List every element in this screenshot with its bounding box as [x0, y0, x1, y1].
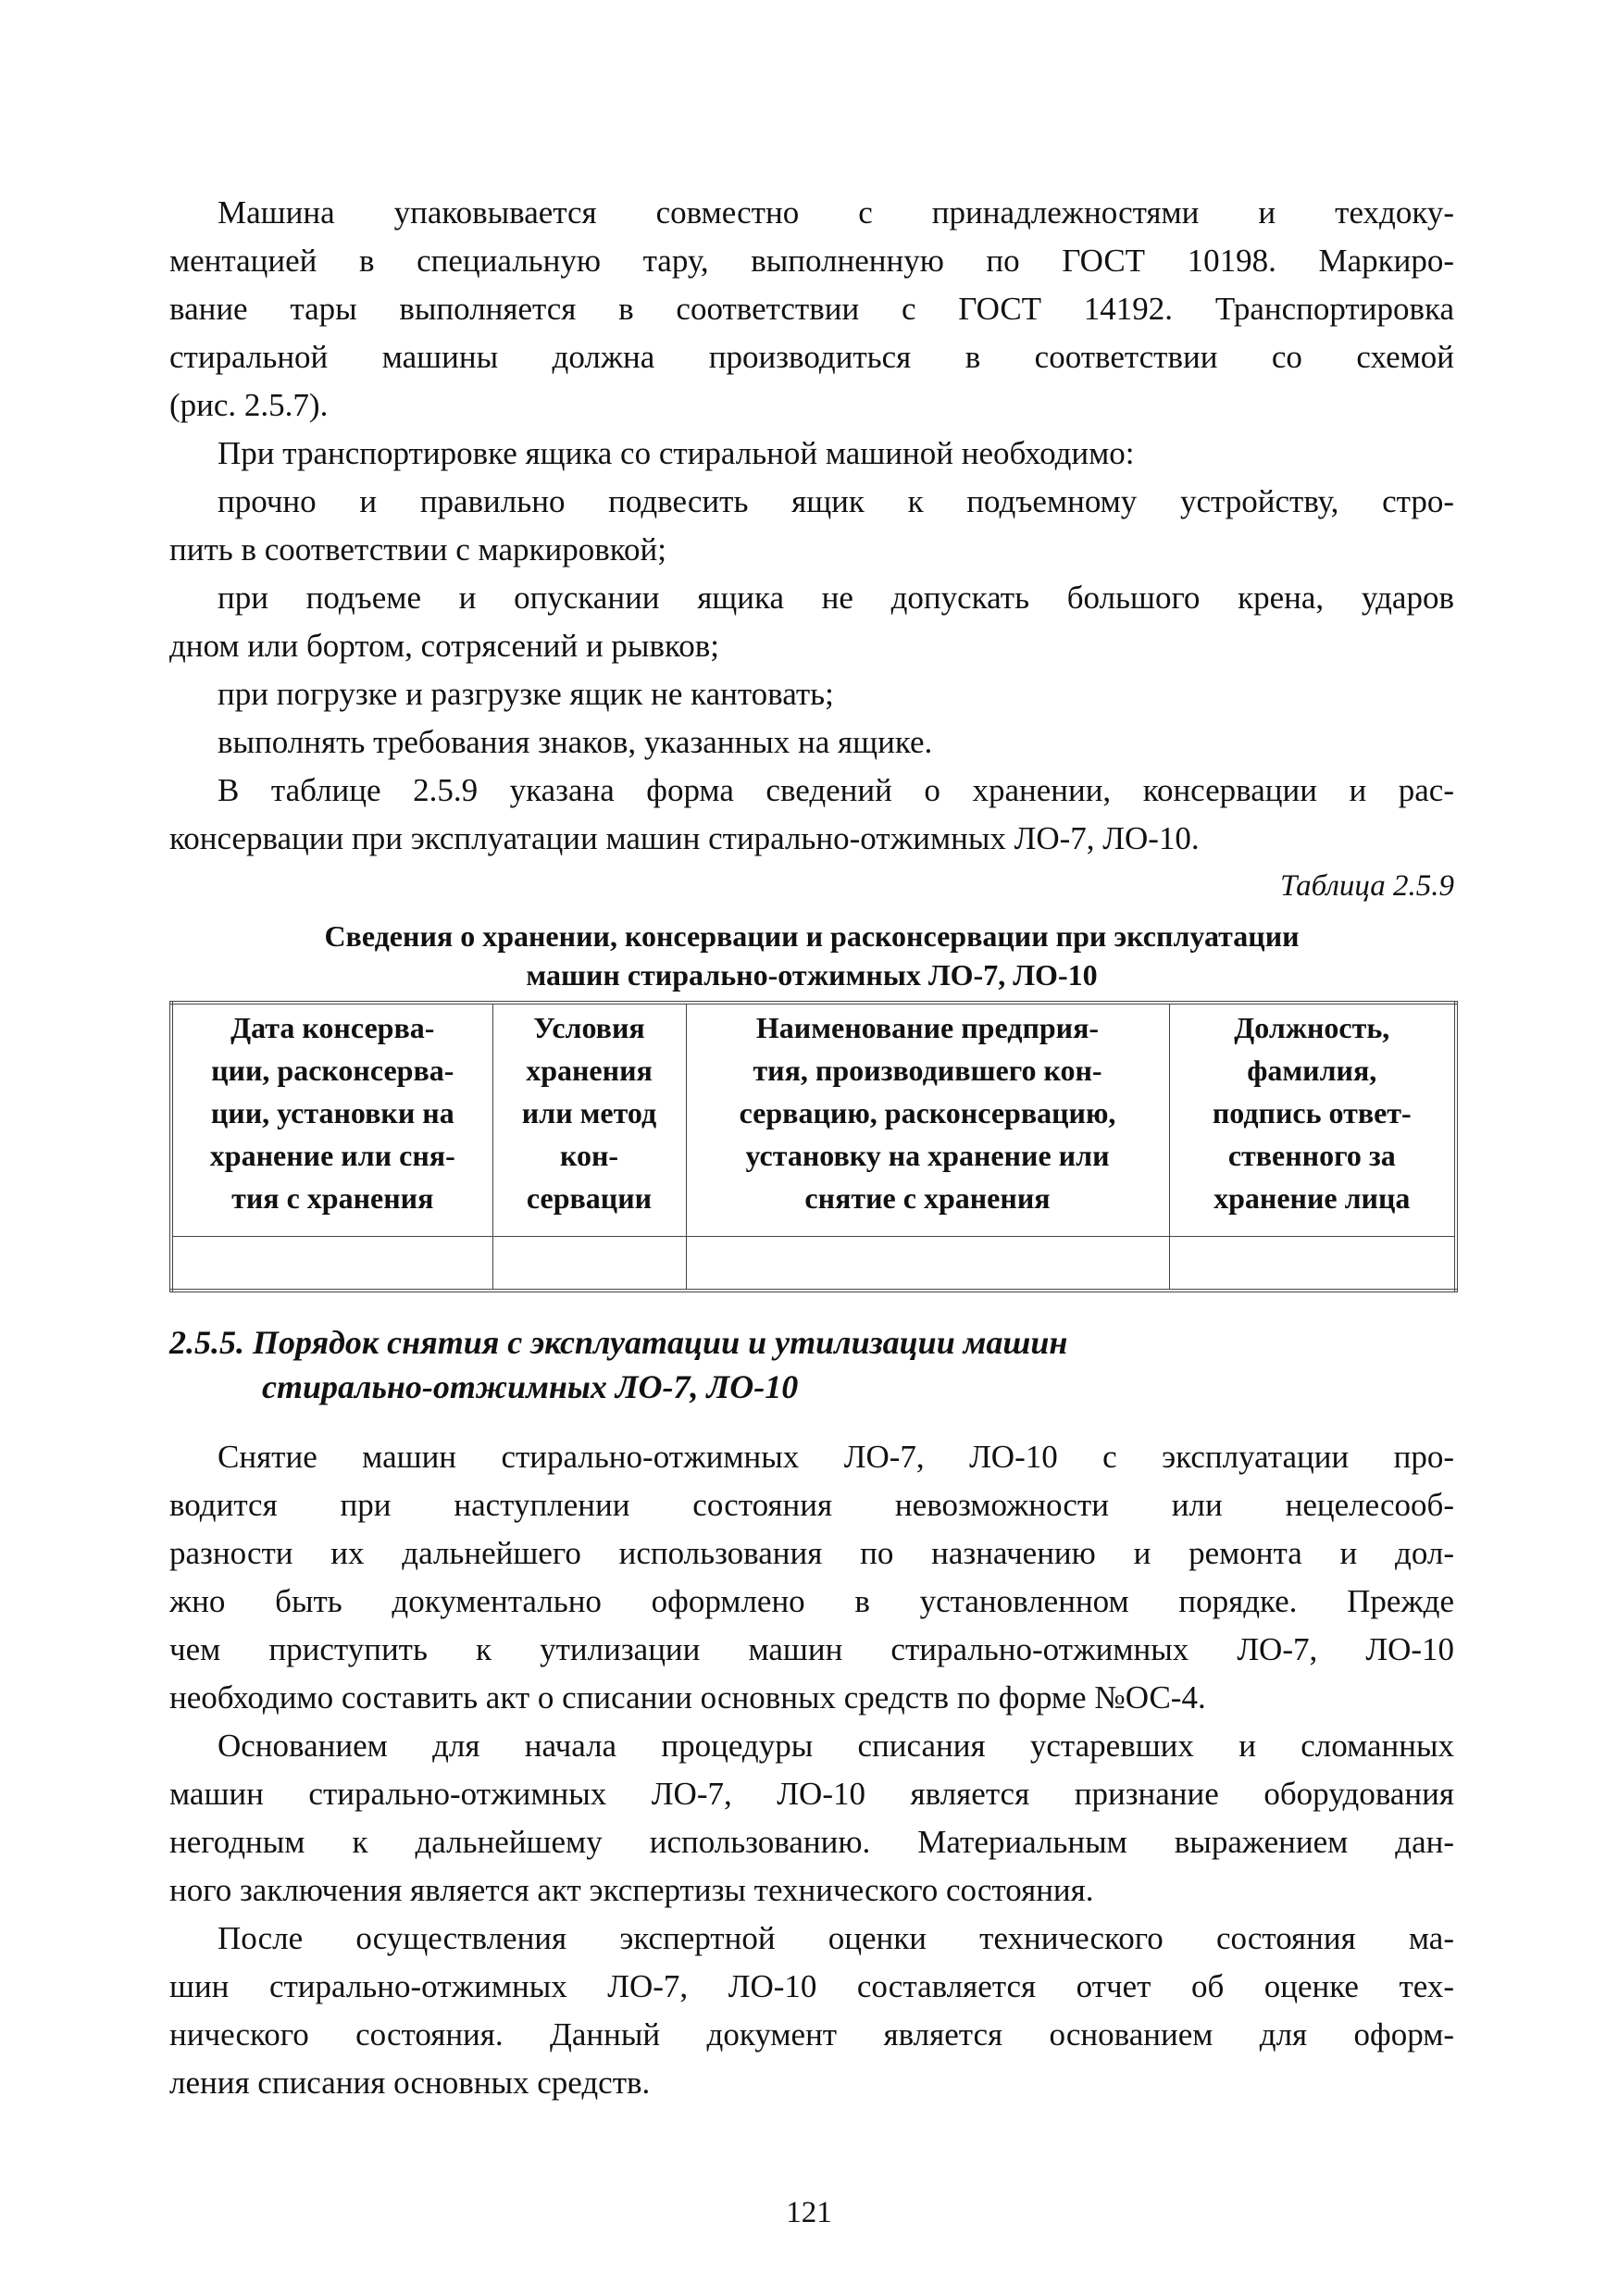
header-line: Должность, — [1234, 1011, 1390, 1044]
header-line: сервацию, расконсервацию, — [739, 1096, 1116, 1129]
text-line: прочно и правильно подвесить ящик к подъемному устройству, стро- — [218, 483, 1454, 519]
header-line: сервации — [526, 1181, 653, 1215]
paragraph — [169, 1722, 1454, 1915]
header-line: установку на хранение или — [745, 1139, 1110, 1172]
header-line: ственного за — [1227, 1139, 1396, 1172]
text-line: необходимо составить акт о списании основных средств по форме №ОС-4. — [169, 1679, 1206, 1716]
table-caption: Таблица 2.5.9 — [1280, 869, 1454, 903]
header-conditions — [492, 1003, 686, 1237]
paragraph — [169, 430, 1454, 478]
header-line: ции, расконсерва- — [211, 1054, 454, 1087]
text-line: при погрузке и разгрузке ящик не кантовать; — [218, 676, 834, 712]
text-line: Машина упаковывается совместно с принадлежностями и техдоку- — [218, 194, 1454, 231]
header-line: Условия — [533, 1011, 645, 1044]
text-line: консервации при эксплуатации машин стирально-отжимных ЛО-7, ЛО-10. — [169, 820, 1200, 856]
text-line: После осуществления экспертной оценки технического состояния ма- — [218, 1920, 1454, 1956]
header-line: фамилия, — [1247, 1054, 1377, 1087]
paragraph — [169, 670, 1454, 718]
table-title — [169, 917, 1454, 994]
header-line: снятие с хранения — [804, 1181, 1051, 1215]
header-line: хранения — [526, 1054, 653, 1087]
text-line: Основанием для начала процедуры списания устаревших и сломанных — [218, 1728, 1454, 1764]
table-title-line: Сведения о хранении, консервации и расконсервации при эксплуатации — [324, 919, 1300, 953]
text-line: Снятие машин стирально-отжимных ЛО-7, ЛО-10 с эксплуатации про- — [218, 1439, 1454, 1475]
text-line: дном или бортом, сотрясений и рывков; — [169, 628, 719, 664]
paragraph — [169, 718, 1454, 767]
header-line: подпись ответ- — [1212, 1096, 1412, 1129]
paragraph — [169, 1915, 1454, 2107]
text-line: (рис. 2.5.7). — [169, 387, 329, 423]
page-number: 121 — [786, 2196, 832, 2229]
text-line: машин стирально-отжимных ЛО-7, ЛО-10 является признание оборудования — [169, 1776, 1454, 1812]
header-responsible — [1169, 1003, 1456, 1237]
text-line: чем приступить к утилизации машин стирально-отжимных ЛО-7, ЛО-10 — [169, 1631, 1454, 1667]
paragraph — [169, 189, 1454, 430]
text-line: ления списания основных средств. — [169, 2065, 651, 2101]
paragraph — [169, 574, 1454, 670]
text-line: нического состояния. Данный документ является основанием для оформ- — [169, 2016, 1454, 2053]
text-line: выполнять требования знаков, указанных на ящике. — [218, 724, 933, 760]
text-line: шин стирально-отжимных ЛО-7, ЛО-10 составляется отчет об оценке тех- — [169, 1968, 1454, 2004]
table-cell — [1169, 1237, 1456, 1292]
text-line: ментацией в специальную тару, выполненную по ГОСТ 10198. Маркиро- — [169, 243, 1454, 279]
table-row — [171, 1237, 1456, 1292]
text-line: водится при наступлении состояния невозможности или нецелесооб- — [169, 1487, 1454, 1523]
header-date — [171, 1003, 492, 1237]
intro-text — [169, 189, 1454, 863]
header-line: хранение или сня- — [209, 1139, 455, 1172]
storage-records-table — [169, 1001, 1458, 1292]
header-line: ции, установки на — [210, 1096, 454, 1129]
text-line: пить в соответствии с маркировкой; — [169, 531, 666, 568]
text-line: разности их дальнейшего использования по назначению и ремонта и дол- — [169, 1535, 1454, 1571]
section-heading — [169, 1320, 1067, 1409]
table-header-row — [171, 1003, 1456, 1237]
header-line: кон- — [559, 1139, 619, 1172]
header-line: тия, производившего кон- — [753, 1054, 1102, 1087]
text-line: При транспортировке ящика со стиральной машиной необходимо: — [218, 435, 1135, 471]
header-line: тия с хранения — [231, 1181, 434, 1215]
table-title-line: машин стирально-отжимных ЛО-7, ЛО-10 — [526, 958, 1098, 992]
paragraph — [169, 767, 1454, 863]
header-line: или метод — [521, 1096, 657, 1129]
table-cell — [492, 1237, 686, 1292]
table-cell — [686, 1237, 1169, 1292]
text-line: при подъеме и опускании ящика не допускать большого крена, ударов — [218, 580, 1454, 616]
paragraph — [169, 1433, 1454, 1722]
text-line: вание тары выполняется в соответствии с ГОСТ 14192. Транспортировка — [169, 291, 1454, 327]
text-line: В таблице 2.5.9 указана форма сведений о хранении, консервации и рас- — [218, 772, 1454, 808]
table-cell — [171, 1237, 492, 1292]
paragraph — [169, 478, 1454, 574]
section-heading-line: 2.5.5. Порядок снятия с эксплуатации и утилизации машин — [169, 1324, 1068, 1361]
header-line: хранение лица — [1214, 1181, 1411, 1215]
header-enterprise — [686, 1003, 1169, 1237]
text-line: жно быть документально оформлено в установленном порядке. Прежде — [169, 1583, 1454, 1619]
text-line: стиральной машины должна производиться в соответствии со схемой — [169, 339, 1454, 375]
header-line: Наименование предприя- — [755, 1011, 1100, 1044]
text-line: ного заключения является акт экспертизы технического состояния. — [169, 1872, 1094, 1908]
section-heading-line: стирально-отжимных ЛО-7, ЛО-10 — [262, 1368, 799, 1405]
section-text — [169, 1433, 1454, 2107]
header-line: Дата консерва- — [230, 1011, 435, 1044]
text-line: негодным к дальнейшему использованию. Материальным выражением дан- — [169, 1824, 1454, 1860]
